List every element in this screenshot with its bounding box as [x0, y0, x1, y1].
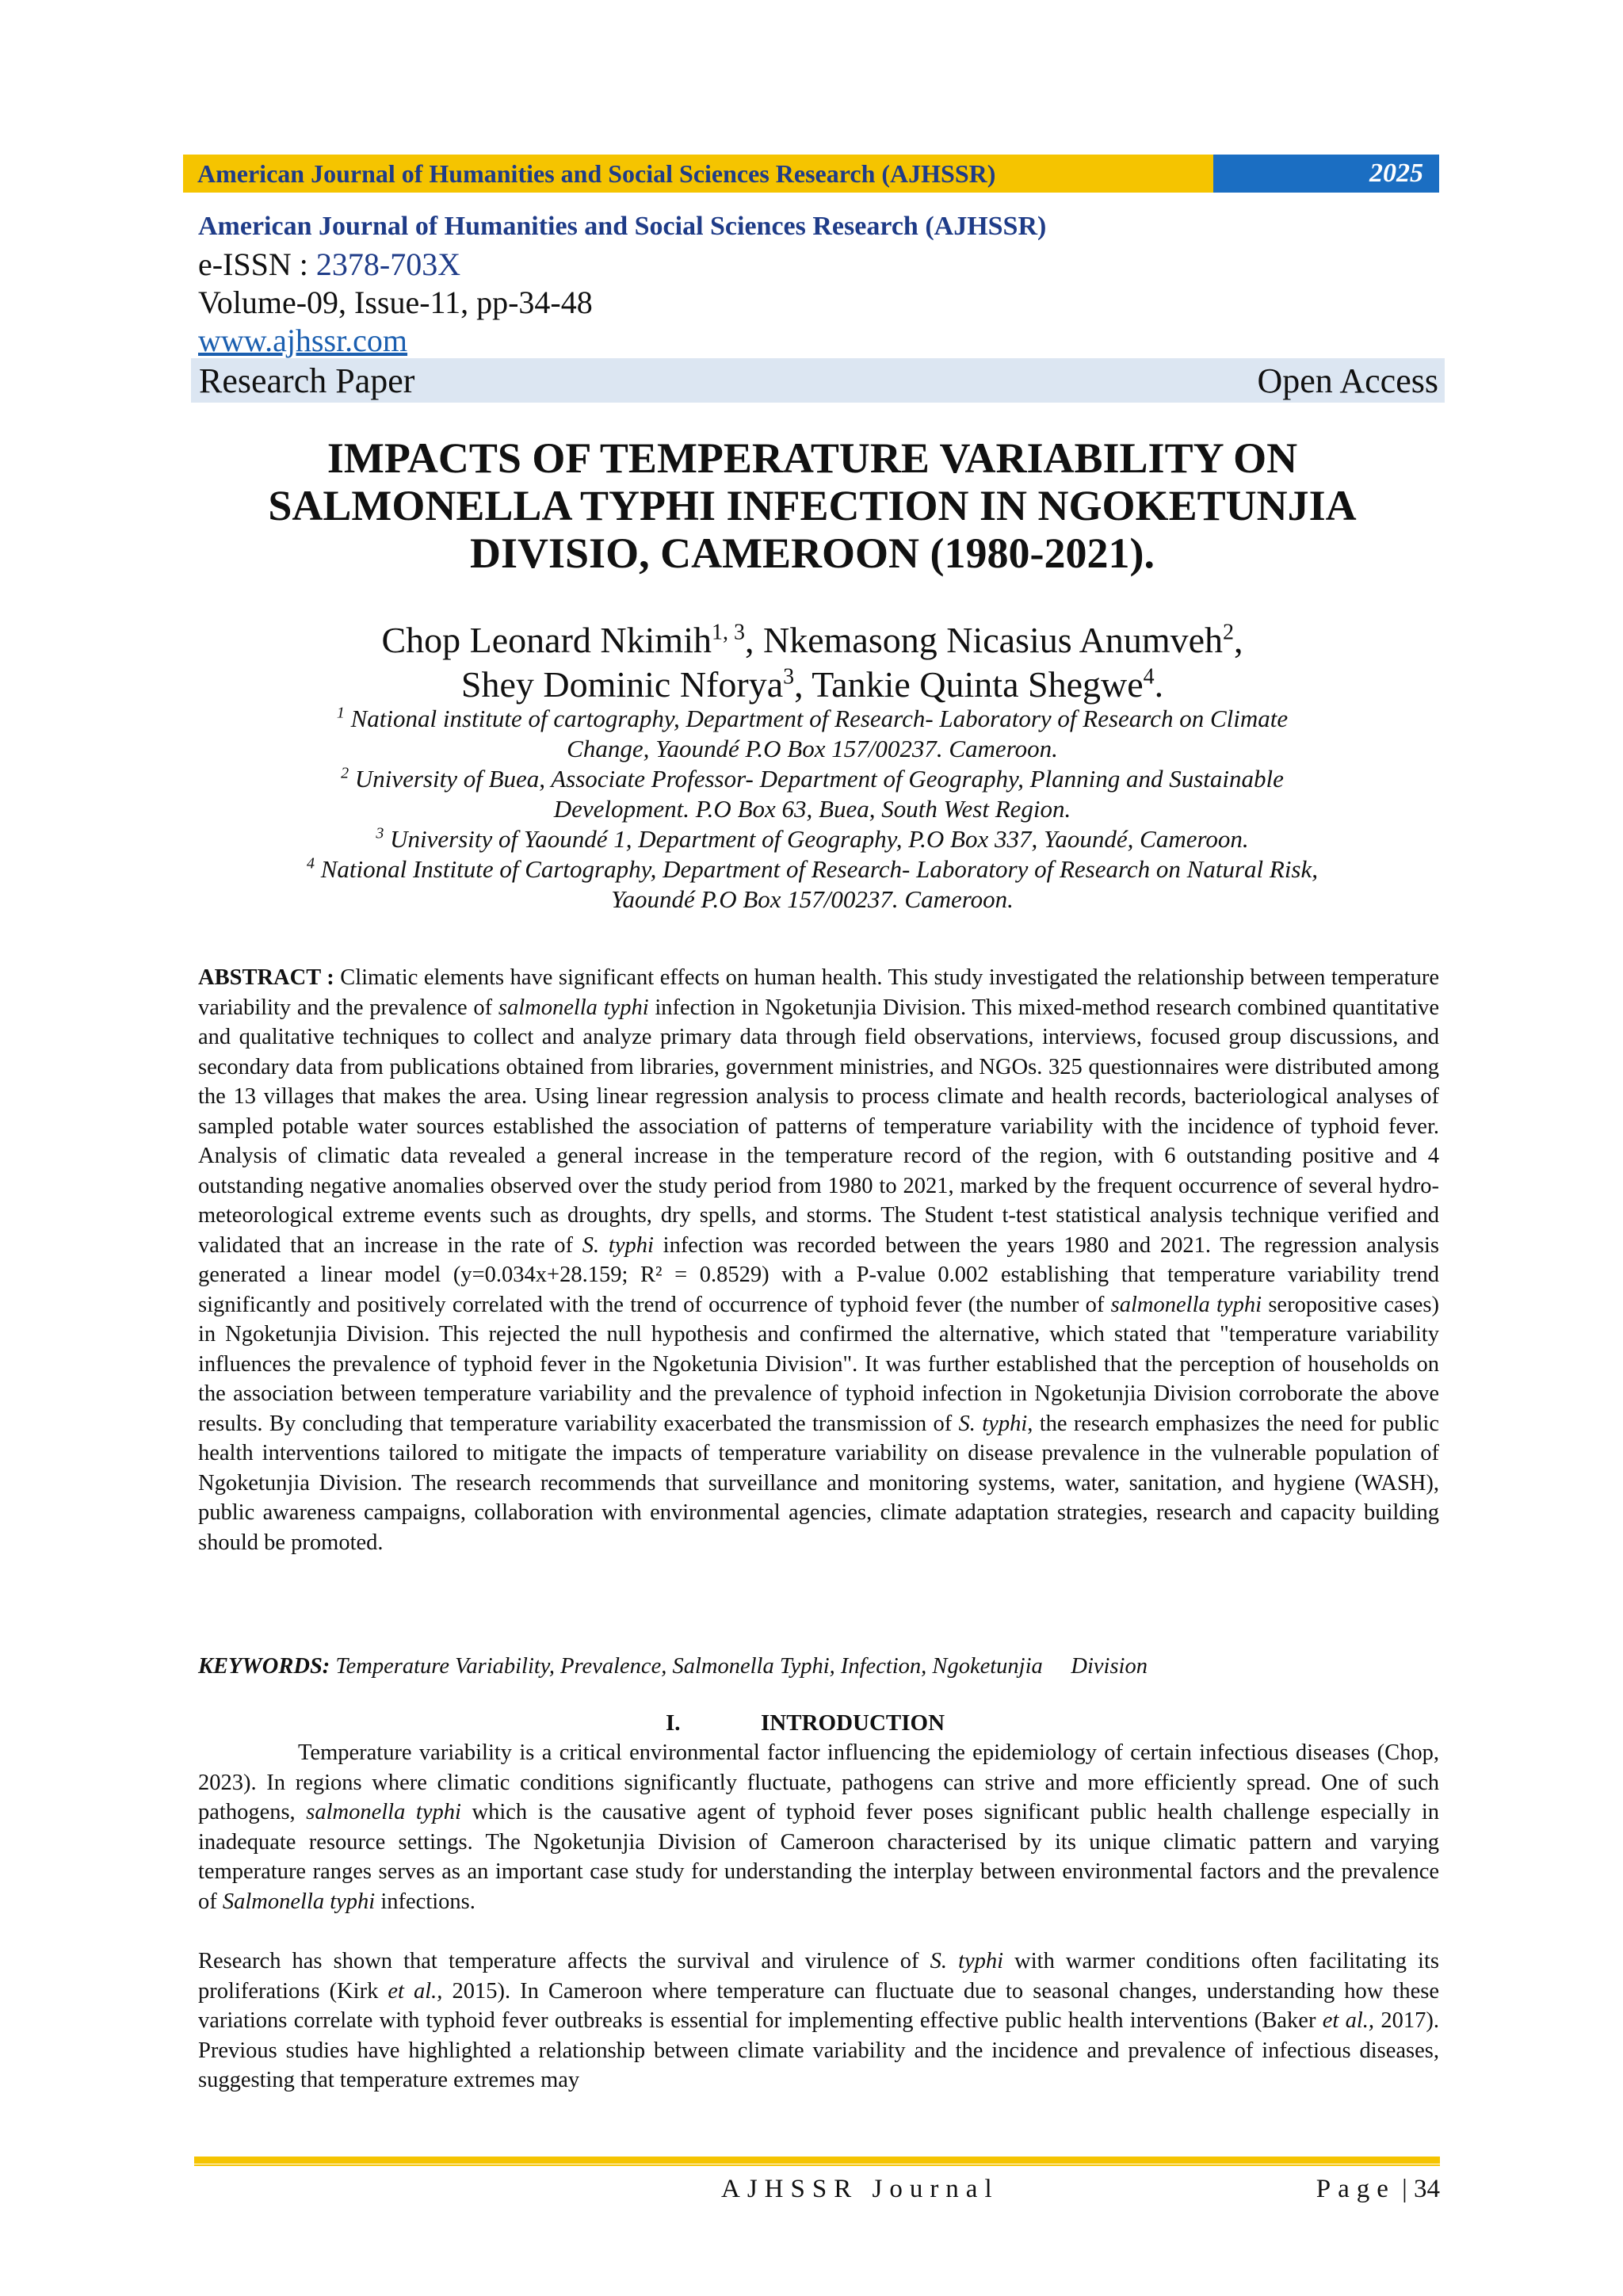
- footer-page-label: Page: [1316, 2175, 1396, 2203]
- abstract-italic-3: salmonella typhi: [1110, 1292, 1262, 1317]
- abstract-italic-4: S. typhi: [958, 1411, 1028, 1436]
- affiliation-2-cont: Development. P.O Box 63, Buea, South West Region.: [553, 795, 1071, 823]
- keywords: [198, 1652, 1439, 1682]
- author-3-affil: 3: [783, 664, 795, 690]
- section-heading-introduction: [666, 1708, 1141, 1738]
- paper-type-bar: [191, 358, 1445, 403]
- authors-line-1: [182, 618, 1442, 663]
- intro-p1-italic-1: salmonella typhi: [306, 1800, 461, 1824]
- footer-page-value: 34: [1414, 2175, 1440, 2203]
- title-line-3: DIVISIO, CAMEROON (1980-2021).: [470, 529, 1155, 577]
- author-3: Shey Dominic Nforya: [460, 664, 784, 705]
- intro-p1-text-3: infections.: [375, 1889, 475, 1914]
- abstract-text-4: seropositive cases) in Ngoketunjia Division. This rejected the null hypothesis and confirmed the alternative, which stated that "temperature variability influences the prevalence of typhoid fever in the Ngoketunia Division". It was further established that the perception of households on the association between temperature variability and the prevalence of typhoid infection in Ngoketunjia Division corroborate the above results. By concluding that temperature variability exacerbated the transmission of: [198, 1292, 1439, 1436]
- title-line-1: IMPACTS OF TEMPERATURE VARIABILITY ON: [327, 434, 1298, 482]
- affiliation-4-cont: Yaoundé P.O Box 157/00237. Cameroon.: [611, 885, 1014, 913]
- abstract-text-1: Climatic elements have significant effects on human health. This study investigated the relationship between temperature variability and the prevalence of: [198, 965, 1439, 1020]
- abstract-italic-1: salmonella typhi: [498, 995, 649, 1020]
- affiliation-3-marker: 3: [376, 824, 384, 842]
- volume-line: Volume-09, Issue-11, pp-34-48: [198, 285, 593, 320]
- intro-p2-text-3: 2015). In Cameroon where temperature can fluctuate due to seasonal changes, understanding how these variations correlate with typhoid fever outbreaks is essential for implementing effective public health interventions (Baker: [198, 1978, 1445, 2033]
- affiliation-1-text: National institute of cartography, Department of Research- Laboratory of Research on Climate: [344, 705, 1289, 732]
- journal-info: [198, 208, 1442, 360]
- section-title: INTRODUCTION: [761, 1710, 945, 1736]
- author-2-affil: 2: [1223, 620, 1235, 645]
- issn-value: 2378-703X: [315, 246, 461, 282]
- affiliation-1: [182, 704, 1442, 734]
- abstract-label: ABSTRACT :: [198, 965, 341, 990]
- abstract-text-3: infection was recorded between the years 1980 and 2021. The regression analysis generated a linear model (y=0.034x+28.159; R² = 0.8529) with a P-value 0.002 establishing that temperature variability trend significantly and positively correlated with the trend of occurrence of typhoid fever (the number of: [198, 1232, 1439, 1317]
- affiliation-2-marker: 2: [341, 764, 349, 782]
- intro-p2-text-1: Research has shown that temperature affects the survival and virulence of: [198, 1949, 930, 1973]
- intro-paragraph-2: [198, 1946, 1451, 2095]
- affiliation-2-text: University of Buea, Associate Professor- Department of Geography, Planning and Sustainable: [349, 765, 1284, 793]
- author-1: Chop Leonard Nkimih: [381, 620, 712, 660]
- author-4-end: .: [1154, 664, 1164, 705]
- footer-rule: [194, 2157, 1440, 2164]
- author-2-sep: ,: [1234, 620, 1243, 660]
- intro-p2-italic-2: et al.,: [388, 1978, 443, 2004]
- issn-line: [198, 246, 1442, 284]
- affiliation-4-text: National Institute of Cartography, Department of Research- Laboratory of Research on Natural Risk,: [314, 855, 1319, 883]
- title-line-2: SALMONELLA TYPHI INFECTION IN NGOKETUNJIA: [268, 482, 1357, 529]
- authors-line-2: [182, 663, 1442, 707]
- footer-page-number: [1316, 2172, 1440, 2206]
- intro-p1-italic-2: Salmonella typhi: [222, 1889, 376, 1914]
- intro-p1-text-1: Temperature variability is a critical environmental factor influencing the epidemiology of certain infectious diseases (Chop, 2023). In regions where climatic conditions significantly fluctuate, pathogens can strive and more efficiently spread. One of such pathogens,: [198, 1740, 1439, 1824]
- abstract-text-5: , the research emphasizes the need for public health interventions tailored to mitigate the impacts of temperature variability on disease prevalence in the vulnerable population of Ngoketunjia Division. The research recommends that surveillance and monitoring systems, water, sanitation, and hygiene (WASH), public awareness campaigns, collaboration with environmental agencies, climate adaptation strategies, research and capacity building should be promoted.: [198, 1411, 1439, 1555]
- author-2: , Nkemasong Nicasius Anumveh: [744, 620, 1224, 660]
- abstract-italic-2: S. typhi: [582, 1232, 654, 1258]
- affiliation-4-marker: 4: [306, 854, 315, 873]
- keywords-label: KEYWORDS:: [198, 1654, 330, 1679]
- intro-p2-italic-1: S. typhi: [930, 1949, 1004, 1973]
- affiliation-list: [182, 704, 1442, 915]
- running-header-year: 2025: [1213, 155, 1439, 193]
- author-1-affil: 1, 3: [711, 620, 745, 645]
- footer-journal: AJHSSR Journal: [721, 2175, 999, 2203]
- issn-label: e-ISSN :: [198, 246, 316, 282]
- affiliation-3-text: University of Yaoundé 1, Department of Geography, P.O Box 337, Yaoundé, Cameroon.: [384, 825, 1249, 853]
- author-4-affil: 4: [1143, 664, 1155, 690]
- journal-website-link[interactable]: www.ajhssr.com: [198, 323, 408, 358]
- running-header-journal: American Journal of Humanities and Social Sciences Research (AJHSSR): [183, 155, 1213, 193]
- intro-p2-text-2: with warmer conditions often facilitating its proliferations (Kirk: [198, 1949, 1439, 2004]
- paper-type: Research Paper: [199, 361, 415, 400]
- intro-p2-italic-3: et al.,: [1322, 2008, 1375, 2033]
- affiliation-1-marker: 1: [336, 704, 345, 722]
- abstract: [198, 963, 1439, 1557]
- author-list: [182, 618, 1442, 707]
- abstract-text-2: infection in Ngoketunjia Division. This mixed-method research combined quantitative and qualitative techniques to collect and analyze primary data through field observations, interviews, focused group discussions, and secondary data from publications obtained from libraries, government ministries, and NGOs. 325 questionnaires were distributed among the 13 villages that makes the area. Using linear regression analysis to process climate and health records, bacteriological analyses of sampled potable water sources established the association of patterns of temperature variability with the incidence of typhoid fever. Analysis of climatic data revealed a general increase in the temperature record of the region, with 6 outstanding positive and 4 outstanding negative anomalies observed over the study period from 1980 to 2021, marked by the frequent occurrence of several hydro-meteorological extreme events such as droughts, dry spells, and storms. The Student t-test statistical analysis technique verified and validated that an increase in the rate of: [198, 995, 1439, 1258]
- journal-name: American Journal of Humanities and Social Sciences Research (AJHSSR): [198, 212, 1047, 241]
- affiliation-2: [182, 764, 1442, 794]
- author-4: , Tankie Quinta Shegwe: [794, 664, 1144, 705]
- intro-paragraph-1: [198, 1738, 1439, 1916]
- access-type: Open Access: [1257, 361, 1438, 400]
- intro-p2-text-4: 2017). Previous studies have highlighted a relationship between climate variability and the incidence and prevalence of infectious diseases, suggesting that temperature extremes may: [198, 2008, 1451, 2092]
- footer-page-sep: |: [1395, 2175, 1414, 2203]
- section-number: I.: [666, 1710, 681, 1736]
- keywords-text: Temperature Variability, Prevalence, Salmonella Typhi, Infection, Ngoketunjia Division: [330, 1654, 1148, 1679]
- affiliation-1-cont: Change, Yaoundé P.O Box 157/00237. Cameroon.: [567, 735, 1058, 762]
- affiliation-3: [182, 824, 1442, 854]
- running-header: [183, 155, 1439, 193]
- intro-p1-text-2: which is the causative agent of typhoid fever poses significant public health challenge especially in inadequate resource settings. The Ngoketunjia Division of Cameroon characterised by its unique climatic pattern and varying temperature ranges serves as an important case study for understanding the interplay between environmental factors and the prevalence of: [198, 1800, 1439, 1914]
- paper-title: [182, 434, 1442, 577]
- affiliation-4: [182, 854, 1442, 884]
